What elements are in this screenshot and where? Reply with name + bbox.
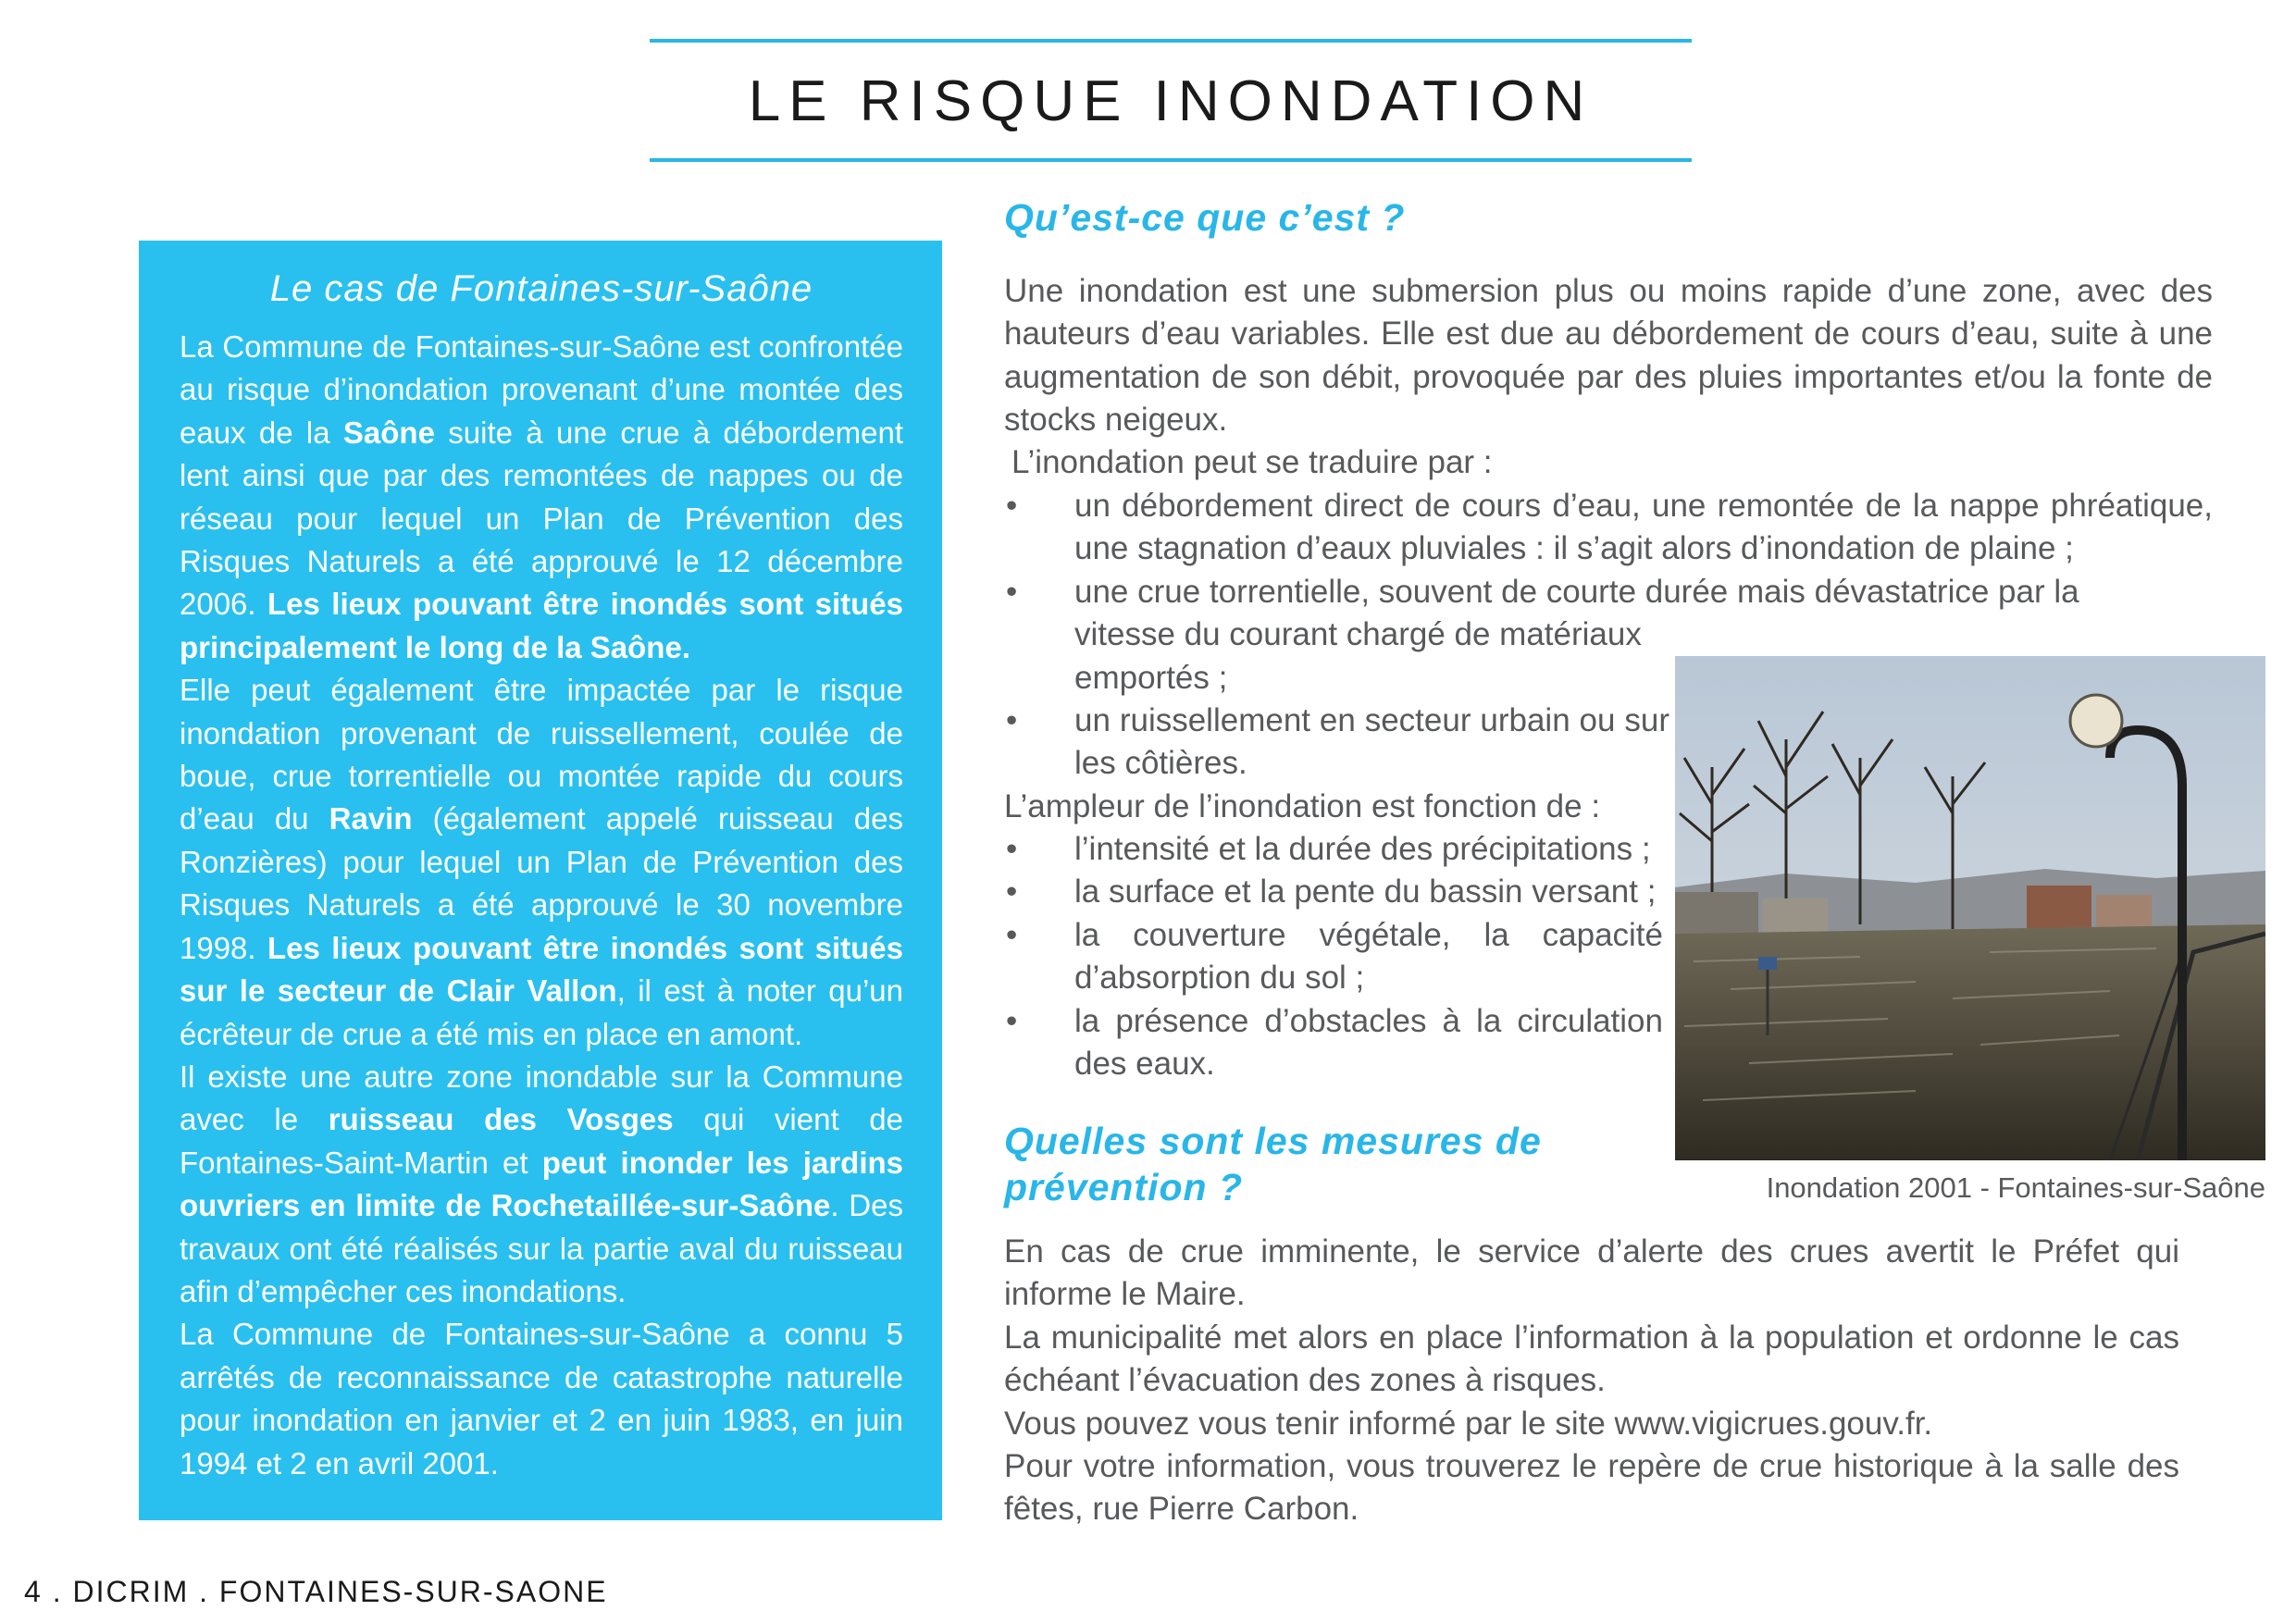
bold-run: peut inonder les jardins ouvriers en limite de Rochetaillée-sur-Saône: [180, 1145, 903, 1223]
bold-run: Saône: [342, 415, 435, 450]
intro-line: L’inondation peut se traduire par :: [1011, 444, 1493, 480]
prevention-paragraph: La municipalité met alors en place l’information à la population et ordonne le cas échéant l’évacuation des zones à risques.: [1004, 1319, 2179, 1399]
text-run: , il est à noter qu’un écrêteur de crue a été mis en place en amont.: [180, 973, 903, 1051]
prevention-text: [1004, 1231, 2179, 1531]
photo-caption: Inondation 2001 - Fontaines-sur-Saône: [1766, 1171, 2265, 1204]
flood-photo: [1675, 656, 2265, 1160]
case-paragraph-4: La Commune de Fontaines-sur-Saône a connu 5 arrêtés de reconnaissance de catastrophe naturelle pour inondation en janvier et 2 en juin 1983, en juin 1994 et 2 en avril 2001.: [180, 1317, 903, 1481]
list-item: • la couverture végétale, la capacité d’absorption du sol ;: [1004, 914, 1663, 1000]
intro-paragraph: Une inondation est une submersion plus ou moins rapide d’une zone, avec des hauteurs d’eau variables. Elle est due au débordement de cours d’eau, suite à une augmentation de son débit, provoquée par des pluies importantes et/ou la fonte de stocks neigeux.: [1004, 273, 2213, 439]
case-study-text: [180, 326, 903, 1485]
list-item: • un débordement direct de cours d’eau, une remontée de la nappe phréatique, une stagnation d’eaux pluviales : il s’agit alors d’inondation de plaine ;: [1004, 485, 2213, 571]
bold-run: Les lieux pouvant être inondés sont situés principalement le long de la Saône.: [180, 587, 904, 664]
list-item: • la présence d’obstacles à la circulation des eaux.: [1004, 1000, 1663, 1086]
page-title: LE RISQUE INONDATION: [748, 69, 1594, 133]
case-paragraph-1: [180, 326, 903, 669]
list-item: • l’intensité et la durée des précipitations ;: [1004, 828, 1663, 871]
magnitude-intro: L’ampleur de l’inondation est fonction de :: [1004, 788, 1601, 824]
text-run: qui vient de Fontaines-Saint-Martin et: [180, 1102, 903, 1180]
case-study-title: Le cas de Fontaines-sur-Saône: [269, 268, 813, 309]
text-run: Elle peut également être impactée par le risque inondation provenant de ruissellement, coulée de boue, crue torrentielle ou montée rapide du cours d’eau du: [180, 673, 903, 836]
page-footer: 4 . DICRIM . FONTAINES-SUR-SAONE: [24, 1575, 608, 1608]
prevention-paragraph: Pour votre information, vous trouverez le repère de crue historique à la salle des fêtes, rue Pierre Carbon.: [1004, 1448, 2179, 1528]
text-run: suite à une crue à débordement lent ainsi que par des remontées de nappes ou de réseau pour lequel un Plan de Prévention des Risques Naturels a été approuvé le 12 décembre 2006.: [180, 415, 903, 622]
title-rule-bottom: [650, 158, 1692, 162]
text-run: (également appelé ruisseau des Ronzières) pour lequel un Plan de Prévention des Risques Naturels a été approuvé le 30 novembre 1998.: [180, 801, 903, 965]
text-run: Il existe une autre zone inondable sur la Commune avec le: [180, 1059, 903, 1137]
case-paragraph-2: [180, 669, 903, 1056]
case-paragraph-3: [180, 1056, 903, 1313]
text-run: La Commune de Fontaines-sur-Saône est confrontée au risque d’inondation provenant d’une montée des eaux de la: [180, 329, 903, 450]
text-run: . Des travaux ont été réalisés sur la partie aval du ruisseau afin d’empêcher ces inondations.: [180, 1188, 903, 1308]
prevention-paragraph: Vous pouvez vous tenir informé par le site www.vigicrues.gouv.fr.: [1004, 1405, 1933, 1442]
text-run: emportés ;: [1074, 659, 1228, 696]
list-item: • un ruissellement en secteur urbain ou sur les côtières.: [1004, 700, 1669, 786]
section-heading-prevention: Quelles sont les mesures de prévention ?: [1004, 1120, 1542, 1208]
bold-run: Les lieux pouvant être inondés sont situés sur le secteur de Clair Vallon: [180, 930, 904, 1009]
bold-run: Ravin: [329, 801, 413, 836]
magnitude-factors-list: [1004, 828, 1663, 1085]
text-run: une crue torrentielle, souvent de courte durée mais dévastatrice par la: [1074, 573, 2079, 610]
prevention-paragraph: En cas de crue imminente, le service d’alerte des crues avertit le Préfet qui informe le Maire.: [1004, 1233, 2179, 1313]
bold-run: ruisseau des Vosges: [328, 1102, 674, 1137]
case-study-box: [139, 241, 942, 1520]
list-item: • la surface et la pente du bassin versant ;: [1004, 871, 1663, 913]
section-heading-what: Qu’est-ce que c’est ?: [1004, 196, 1406, 239]
title-rule-top: [650, 39, 1692, 43]
text-run: vitesse du courant chargé de matériaux: [1074, 616, 1642, 653]
